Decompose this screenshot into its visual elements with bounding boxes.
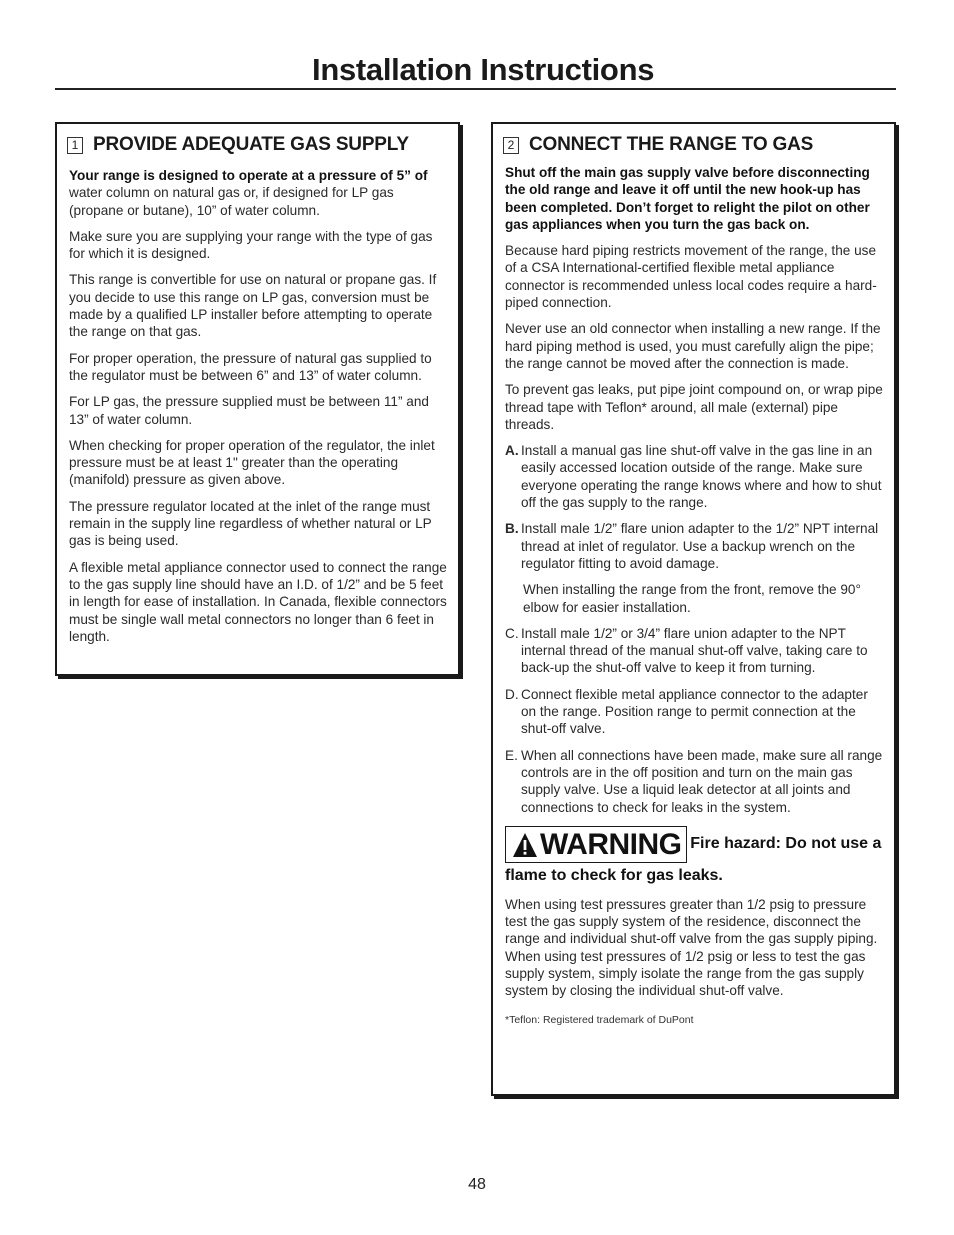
step-letter: B. — [505, 521, 519, 537]
connect-range-content — [505, 164, 886, 1029]
connect-range-panel — [491, 122, 896, 1096]
pressure-bold: Your range is designed to operate at a pressure of 5” of — [69, 168, 428, 183]
warning-word: WARNING — [540, 827, 682, 861]
step-e — [505, 747, 886, 816]
natural-gas-pressure-paragraph: For proper operation, the pressure of natural gas supplied to the regulator must be between 6” and 13” of water column. — [69, 350, 432, 383]
teflon-footnote: *Teflon: Registered trademark of DuPont — [505, 1013, 694, 1026]
page-number: 48 — [468, 1176, 486, 1193]
regulator-location-paragraph: The pressure regulator located at the inlet of the range must remain in the supply line regardless of whether natural or LP gas is being used. — [69, 498, 432, 549]
hard-piping-paragraph: Because hard piping restricts movement of the range, the use of a CSA International-certified flexible metal appliance connector is recommended unless local codes require a hard-piped connection. — [505, 243, 877, 311]
step-letter: C. — [505, 625, 519, 641]
elbow-note: When installing the range from the front, remove the 90° elbow for easier installation. — [523, 582, 861, 615]
convertible-paragraph: This range is convertible for use on natural or propane gas. If you decide to use this range on LP gas, conversion must be made by a qualified LP installer before attempting to operate the range on that gas. — [69, 272, 437, 340]
warning-label — [505, 826, 687, 863]
step-letter: E. — [505, 747, 518, 763]
step-text: Install a manual gas line shut-off valve in the gas line in an easily accessed location outside of the range. Make sure everyone operating the range knows where and how to shut off the gas supply to the range. — [521, 443, 882, 511]
gas-supply-heading: PROVIDE ADEQUATE GAS SUPPLY — [93, 134, 409, 155]
warning-triangle-icon — [512, 832, 538, 858]
connector-paragraph: A flexible metal appliance connector used to connect the range to the gas supply line should have an I.D. of 1/2” and be 5 feet in length for ease of installation. In Canada, flexible connectors must be single wall metal connectors no longer than 6 feet in length. — [69, 559, 447, 644]
step-number-2: 2 — [503, 137, 519, 154]
regulator-check-paragraph: When checking for proper operation of the regulator, the inlet pressure must be at least 1" greater than the operating (manifold) pressure as given above. — [69, 437, 435, 488]
connect-range-header — [503, 134, 813, 156]
lp-gas-pressure-paragraph: For LP gas, the pressure supplied must be between 11” and 13” of water column. — [69, 394, 429, 427]
connect-range-heading: CONNECT THE RANGE TO GAS — [529, 134, 814, 155]
step-letter: A. — [505, 443, 519, 459]
pressure-paragraph — [69, 167, 450, 219]
gas-supply-header — [67, 134, 409, 156]
fire-hazard-text: Fire hazard: Do not use a flame to check for gas leaks. — [505, 834, 882, 884]
step-number-1: 1 — [67, 137, 83, 154]
step-text: When all connections have been made, make sure all range controls are in the off position and turn on the main gas supply valve. Use a liquid leak detector at all joints and connections to check for leaks in the system. — [521, 747, 883, 815]
old-connector-paragraph: Never use an old connector when installing a new range. If the hard piping method is used, you must carefully align the pipe; the range cannot be moved after the connection is made. — [505, 321, 881, 371]
step-text: Install male 1/2” or 3/4” flare union adapter to the NPT internal thread of the manual shut-off valve, taking care to back-up the shut-off valve to keep it from turning. — [521, 625, 868, 676]
test-pressure-paragraph: When using test pressures greater than 1/2 psig to pressure test the gas supply system of the residence, disconnect the range and individual shut-off valve from the gas supply piping. When using test pressures of 1/2 psig or less to test the gas supply system, simply isolate the range from the gas supply system by closing the individual shut-off valve. — [505, 896, 878, 999]
step-letter: D. — [505, 686, 519, 702]
gas-supply-content — [69, 167, 450, 654]
step-text: Connect flexible metal appliance connector to the adapter on the range. Position range to permit connection at the shut-off valve. — [521, 686, 868, 737]
page-title: Installation Instructions — [312, 52, 655, 87]
gas-supply-panel — [55, 122, 460, 676]
warning-block — [505, 826, 886, 888]
step-text: Install male 1/2” flare union adapter to the 1/2” NPT internal thread at inlet of regulator. Use a backup wrench on the regulator fitting to avoid damage. — [521, 521, 879, 571]
pressure-rest: water column on natural gas or, if designed for LP gas (propane or butane), 10” of water column. — [69, 185, 394, 218]
shut-off-intro: Shut off the main gas supply valve before disconnecting the old range and leave it off until the new hook-up has been completed. Don’t forget to relight the pilot on other gas appliances when you turn the gas back on. — [505, 165, 870, 232]
gas-type-paragraph: Make sure you are supplying your range with the type of gas for which it is designed. — [69, 228, 433, 262]
step-d — [505, 686, 886, 738]
step-a — [505, 442, 886, 511]
pipe-thread-paragraph: To prevent gas leaks, put pipe joint compound on, or wrap pipe thread tape with Teflon* around, all male (external) pipe threads. — [505, 382, 883, 432]
step-b — [505, 520, 886, 572]
step-c — [505, 625, 886, 677]
title-divider — [55, 88, 896, 90]
